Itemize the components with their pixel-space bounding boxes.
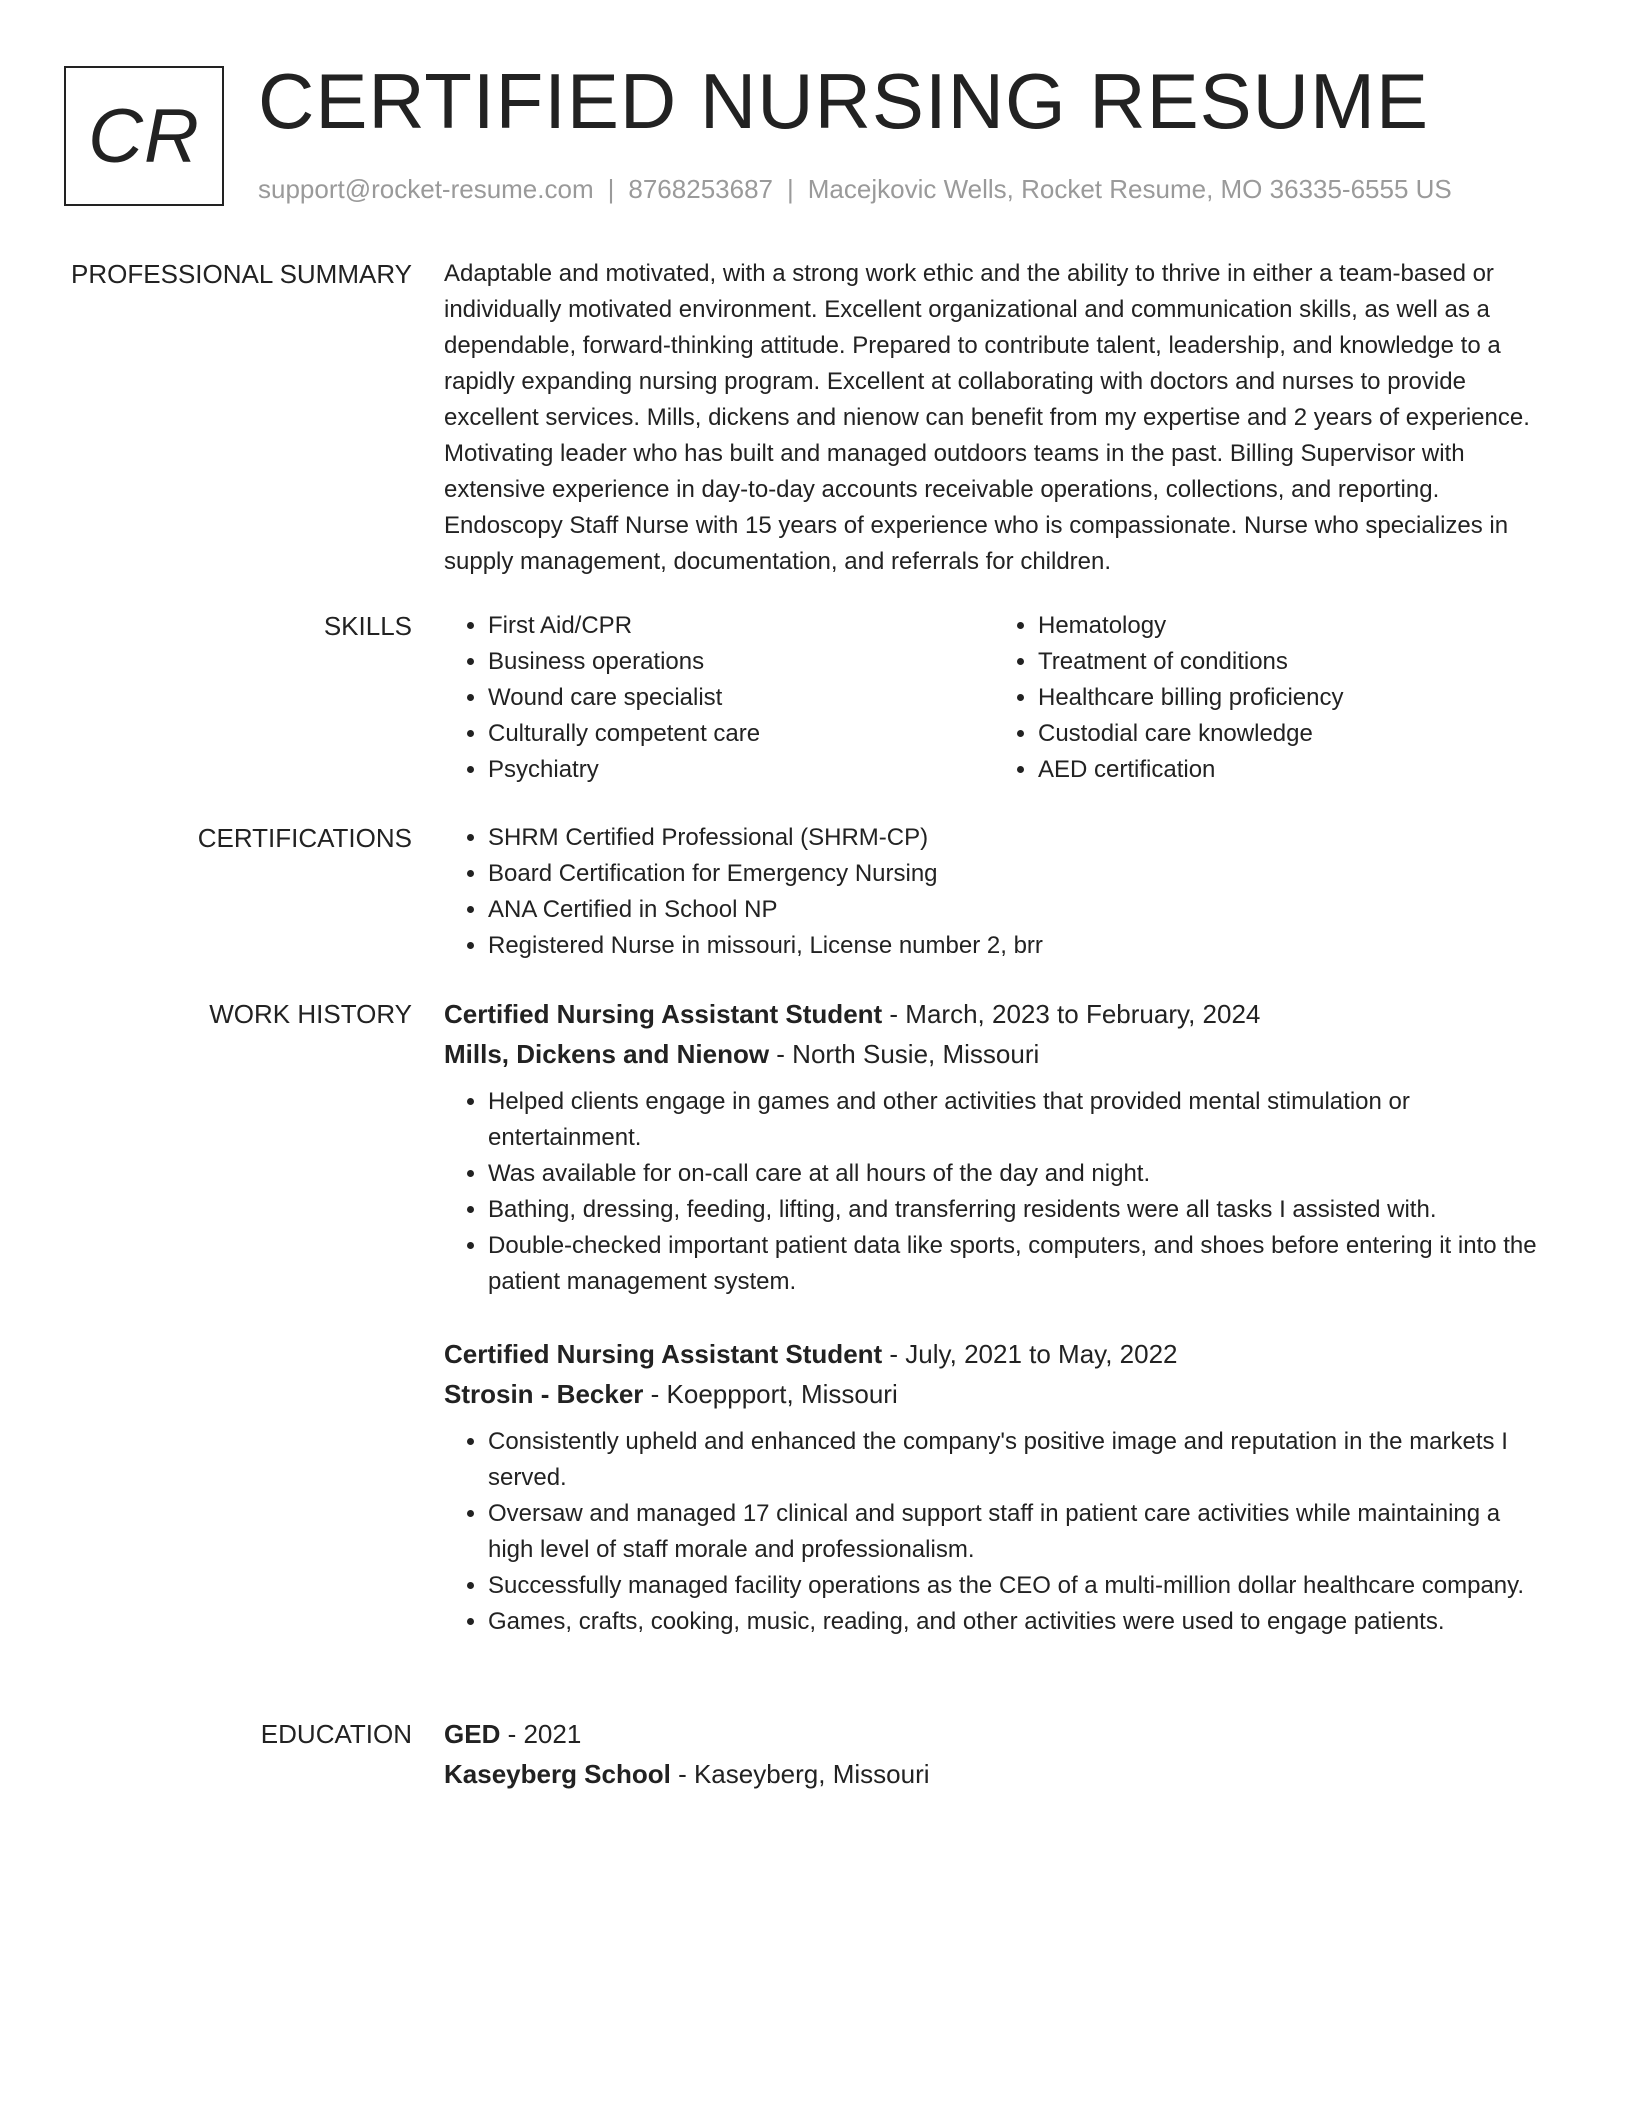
job-title: Certified Nursing Assistant Student [444,1339,883,1369]
resume-title: CERTIFIED NURSING RESUME [258,57,1429,145]
job-bullet: • Games, crafts, cooking, music, reading, and other activities were used to engage patients. [488,1604,1544,1640]
summary-heading: PROFESSIONAL SUMMARY [71,259,412,289]
job-bullet: • Was available for on-call care at all hours of the day and night. [488,1156,1544,1192]
skill-item: • Culturally competent care [488,716,994,752]
job-entry [444,1334,1544,1640]
skill-item: • First Aid/CPR [488,608,994,644]
skill-item: • Hematology [1038,608,1544,644]
job-title-line [444,994,1544,1034]
job-title-line [444,1334,1544,1374]
job-bullet: • Helped clients engage in games and other activities that provided mental stimulation or entertainment. [488,1084,1544,1156]
skill-item: • Custodial care knowledge [1038,716,1544,752]
certifications-section [444,820,1544,964]
school-location: - Kaseyberg, Missouri [670,1759,930,1789]
job-company: Strosin - Becker [444,1379,644,1409]
certifications-list [444,820,1544,964]
job-company-line [444,1034,1544,1074]
job-company-line [444,1374,1544,1414]
job-dates: - March, 2023 to February, 2024 [882,999,1261,1029]
contact-separator: | [787,174,794,204]
skills-list-left [444,608,994,788]
skill-item: • Healthcare billing proficiency [1038,680,1544,716]
job-bullet: • Bathing, dressing, feeding, lifting, and transferring residents were all tasks I assisted with. [488,1192,1544,1228]
skill-item: • Business operations [488,644,994,680]
certification-item: • ANA Certified in School NP [488,892,1544,928]
job-entry [444,994,1544,1300]
job-bullets [444,1084,1544,1300]
skills-list-right [994,608,1544,788]
certifications-heading: CERTIFICATIONS [197,823,412,853]
skill-item: • AED certification [1038,752,1544,788]
job-bullet: • Consistently upheld and enhanced the company's positive image and reputation in the markets I served. [488,1424,1544,1496]
job-company: Mills, Dickens and Nienow [444,1039,770,1069]
contact-address: Macejkovic Wells, Rocket Resume, MO 36335-6555 US [807,174,1452,204]
contact-email[interactable]: support@rocket-resume.com [258,174,594,204]
contact-line [258,172,1452,206]
education-entry [444,1714,1544,1794]
school-name: Kaseyberg School [444,1759,671,1789]
contact-phone[interactable]: 8768253687 [628,174,773,204]
degree-line [444,1714,1544,1754]
skill-item: • Treatment of conditions [1038,644,1544,680]
job-dates: - July, 2021 to May, 2022 [882,1339,1178,1369]
summary-text: Adaptable and motivated, with a strong work ethic and the ability to thrive in either a team-based or individually motivated environment. Excellent organizational and communication skills, as well as a dependable, forward-thinking attitude. Prepared to contribute talent, leadership, and knowledge to a rapidly expanding nursing program. Excellent at collaborating with doctors and nurses to provide excellent services. Mills, dickens and nienow can benefit from my expertise and 2 years of experience. Motivating leader who has built and managed outdoors teams in the past. Billing Supervisor with extensive experience in day-to-day accounts receivable operations, collections, and reporting. Endoscopy Staff Nurse with 15 years of experience who is compassionate. Nurse who specializes in supply management, documentation, and referrals for children. [444,260,1530,575]
monogram-logo: CR [64,66,224,206]
job-location: - Koeppport, Missouri [643,1379,898,1409]
degree: GED [444,1719,501,1749]
certification-item: • SHRM Certified Professional (SHRM-CP) [488,820,1544,856]
school-line [444,1754,1544,1794]
job-bullet: • Oversaw and managed 17 clinical and support staff in patient care activities while maintaining a high level of staff morale and professionalism. [488,1496,1544,1568]
skill-item: • Wound care specialist [488,680,994,716]
job-bullets [444,1424,1544,1640]
contact-separator: | [607,174,615,204]
job-location: - North Susie, Missouri [769,1039,1040,1069]
summary-section [444,256,1544,580]
certification-item: • Registered Nurse in missouri, License number 2, brr [488,928,1544,964]
skills-heading: SKILLS [323,611,412,641]
job-bullet: • Successfully managed facility operations as the CEO of a multi-million dollar healthcare company. [488,1568,1544,1604]
skill-item: • Psychiatry [488,752,994,788]
degree-year: - 2021 [500,1719,582,1749]
certification-item: • Board Certification for Emergency Nursing [488,856,1544,892]
job-title: Certified Nursing Assistant Student [444,999,883,1029]
job-bullet: • Double-checked important patient data like sports, computers, and shoes before entering it into the patient management system. [488,1228,1544,1300]
education-heading: EDUCATION [260,1719,412,1749]
skills-section [444,608,1544,788]
work-history-heading: WORK HISTORY [209,999,412,1029]
